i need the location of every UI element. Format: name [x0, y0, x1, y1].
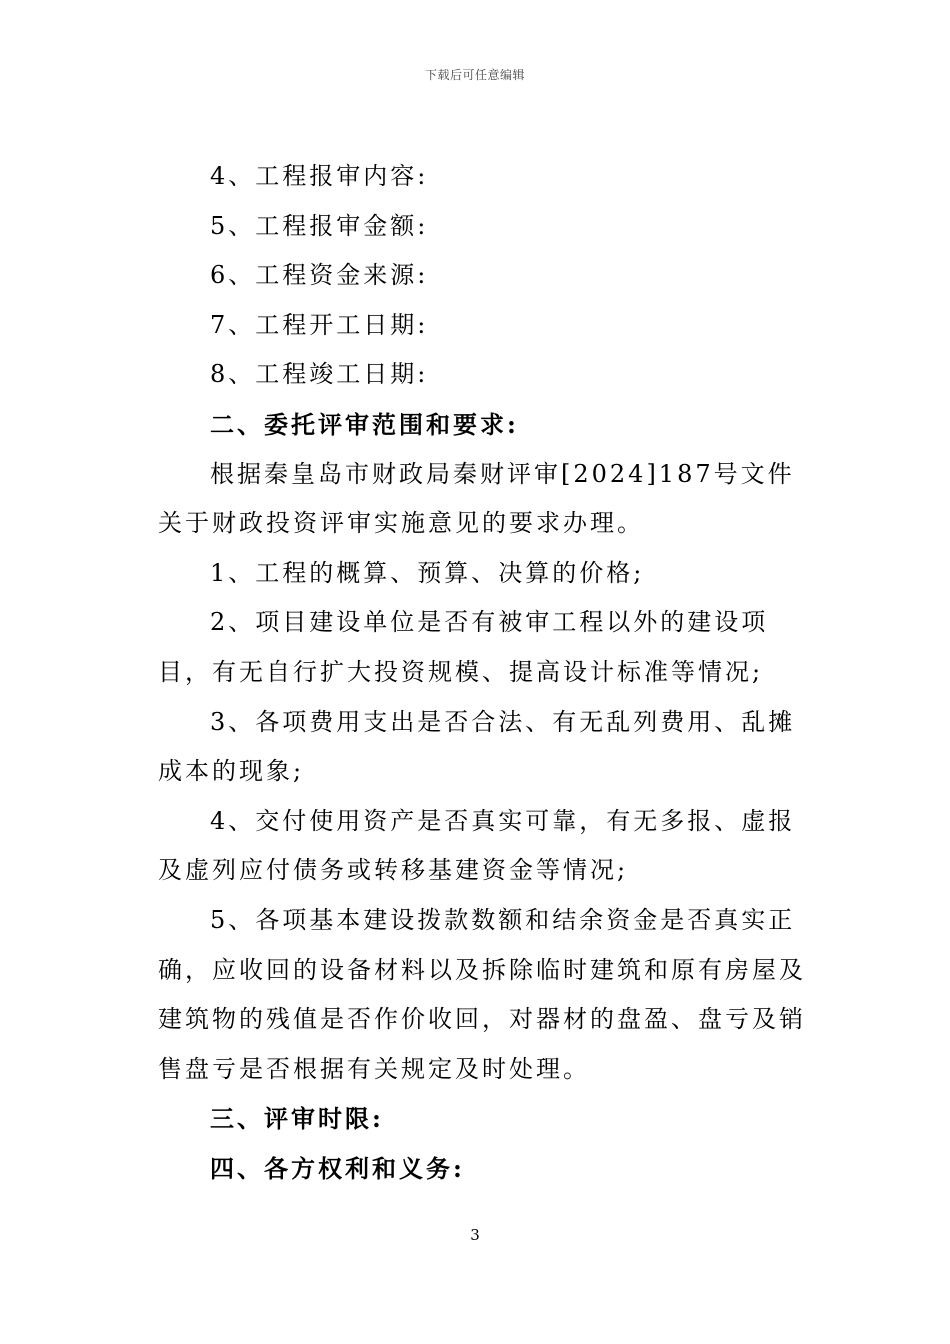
paragraph-item-7-start-date: 7、工程开工日期:: [210, 310, 429, 339]
paragraph-item-5-amount: 5、工程报审金额:: [210, 211, 429, 240]
paragraph-item-6-funding: 6、工程资金来源:: [210, 261, 429, 290]
paragraph-scope-5: 5、各项基本建设拨款数额和结余资金是否真实正确，应收回的设备材料以及拆除临时建筑和原有房屋及建筑物的残值是否作价收回，对器材的盘盈、盘亏及销售盘亏是否根据有关规定及时处理。: [158, 905, 806, 1083]
paragraph-item-4-content: 4、工程报审内容:: [210, 162, 429, 190]
page-number: 3: [470, 1226, 480, 1244]
paragraph-scope-3: 3、各项费用支出是否合法、有无乱列费用、乱摊成本的现象;: [158, 707, 796, 786]
paragraph-scope-1: 1、工程的概算、预算、决算的价格;: [210, 558, 645, 587]
section-heading-time-limit: 三、评审时限:: [210, 1104, 384, 1134]
section-heading-scope: 二、委托评审范围和要求:: [210, 409, 519, 439]
document-body: [158, 152, 808, 1193]
header-note: 下载后可任意编辑: [424, 68, 525, 82]
paragraph-scope-2: 2、项目建设单位是否有被审工程以外的建设项目，有无自行扩大投资规模、提高设计标准等情况;: [158, 608, 769, 686]
paragraph-scope-4: 4、交付使用资产是否真实可靠，有无多报、虚报及虚列应付债务或转移基建资金等情况;: [158, 806, 796, 885]
section-heading-rights-obligations: 四、各方权利和义务:: [210, 1153, 465, 1183]
paragraph-basis: 根据秦皇岛市财政局秦财评审[2024]187号文件关于财政投资评审实施意见的要求办理。: [158, 459, 795, 538]
paragraph-item-8-completion-date: 8、工程竣工日期:: [210, 360, 429, 389]
